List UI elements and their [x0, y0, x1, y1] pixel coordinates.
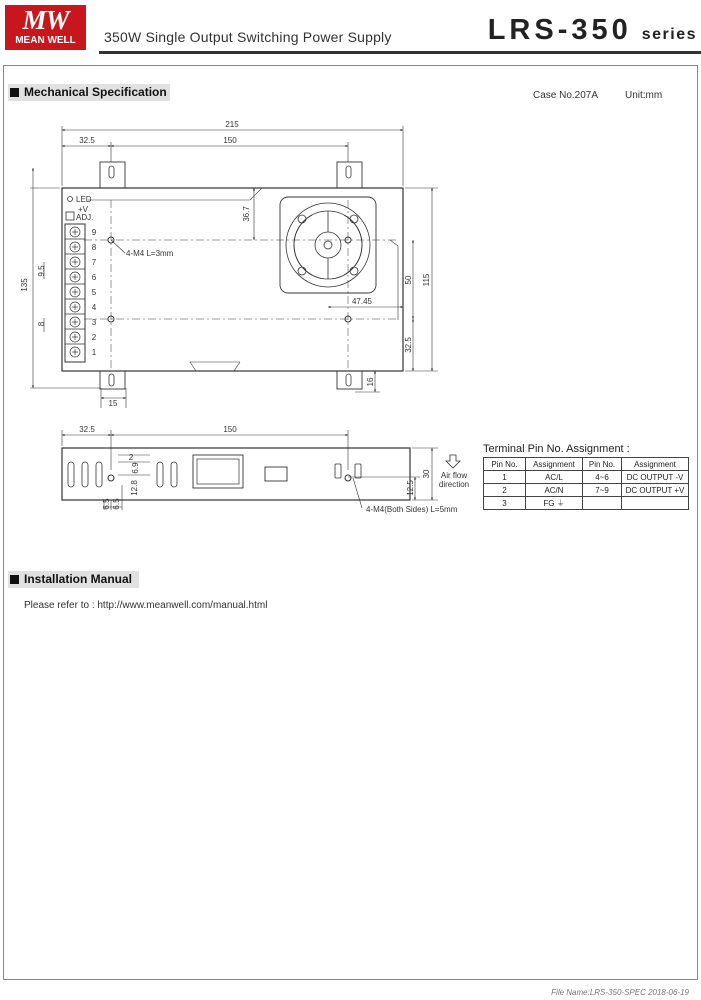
terminal-number: 3 [91, 318, 97, 327]
top-view [30, 126, 438, 408]
dim-hole-spacing: 150 [223, 136, 237, 145]
table-header: Assignment [622, 458, 689, 471]
dim-fan-offset: 36.7 [242, 206, 251, 222]
side-dim-bottom-a: 6.5 [102, 498, 111, 510]
table-cell: DC OUTPUT +V [622, 484, 689, 497]
airflow-label-2: direction [438, 480, 470, 489]
dim-height: 135 [20, 278, 29, 292]
airflow-label-1: Air flow [440, 471, 468, 480]
manual-reference-text: Please refer to : http://www.meanwell.com/manual.html [24, 600, 268, 611]
dim-fan-horizontal: 47.45 [351, 297, 373, 306]
terminal-number: 1 [91, 348, 97, 357]
installation-manual-heading [8, 571, 139, 588]
table-cell [622, 497, 689, 510]
table-cell: AC/L [526, 471, 583, 484]
side-dim-hole-spacing: 150 [223, 425, 237, 434]
table-header: Pin No. [583, 458, 622, 471]
dim-hole-vertical: 50 [404, 275, 413, 285]
side-dim-left-offset: 32.5 [79, 425, 95, 434]
terminal-table-title: Terminal Pin No. Assignment : [483, 443, 630, 455]
table-cell: AC/N [526, 484, 583, 497]
installation-manual-label: Installation Manual [24, 572, 133, 586]
table-row [484, 497, 689, 510]
table-row [484, 471, 689, 484]
document-title: 350W Single Output Switching Power Supply [104, 29, 392, 45]
table-cell: 3 [484, 497, 526, 510]
table-header: Pin No. [484, 458, 526, 471]
screw-note-side: 4-M4(Both Sides) L=5mm [366, 505, 458, 514]
dim-bottom-offset: 32.5 [404, 337, 413, 353]
table-row [484, 484, 689, 497]
terminal-number: 2 [91, 333, 97, 342]
side-dim-slot-b: 6.9 [131, 462, 140, 474]
screw-note-top: 4-M4 L=3mm [126, 249, 174, 258]
case-number: Case No.207A [533, 90, 599, 101]
table-cell: 4~6 [583, 471, 622, 484]
side-dim-hole-height: 12.5 [406, 480, 415, 496]
series-word: series [641, 26, 697, 43]
dim-overall-width: 215 [225, 120, 239, 129]
led-label: LED [76, 195, 92, 204]
terminal-number: 6 [91, 273, 97, 282]
adj-label: ADJ. [76, 213, 94, 222]
unit-label: Unit:mm [625, 90, 663, 101]
dim-left-offset: 32.5 [79, 136, 95, 145]
side-view [62, 430, 460, 510]
terminal-number: 7 [91, 258, 97, 267]
heading-bullet [10, 575, 19, 584]
terminal-number: 9 [91, 228, 97, 237]
terminal-number: 4 [91, 303, 97, 312]
table-header: Assignment [526, 458, 583, 471]
terminal-number: 8 [91, 243, 97, 252]
adj-label-v: +V [78, 205, 89, 214]
table-cell: FG ⏚ [526, 497, 583, 510]
side-dim-slot-c: 12.8 [130, 480, 139, 496]
table-cell: DC OUTPUT -V [622, 471, 689, 484]
terminal-number: 5 [91, 288, 97, 297]
logo-mark: MW [22, 5, 69, 35]
side-dim-slot-a: 2 [128, 453, 134, 462]
model-name: LRS-350 [487, 14, 632, 46]
terminal-pin-table [483, 457, 689, 510]
table-cell [583, 497, 622, 510]
table-cell: 1 [484, 471, 526, 484]
dim-pitch: 9.5 [37, 265, 46, 277]
mechanical-spec-label: Mechanical Specification [24, 85, 167, 99]
table-cell: 2 [484, 484, 526, 497]
table-header-row [484, 458, 689, 471]
dim-terminal-width: 8 [37, 321, 46, 327]
table-cell: 7~9 [583, 484, 622, 497]
logo-name: MEAN WELL [15, 35, 76, 46]
file-name-footer: File Name:LRS-350-SPEC 2018-06-19 [551, 988, 689, 997]
side-dim-bottom-b: 6.5 [112, 498, 121, 510]
dim-inner-height: 115 [422, 273, 431, 287]
dim-bottom-margin: 16 [366, 377, 375, 387]
dim-left-margin: 15 [108, 399, 118, 408]
side-dim-total-height: 30 [422, 469, 431, 479]
